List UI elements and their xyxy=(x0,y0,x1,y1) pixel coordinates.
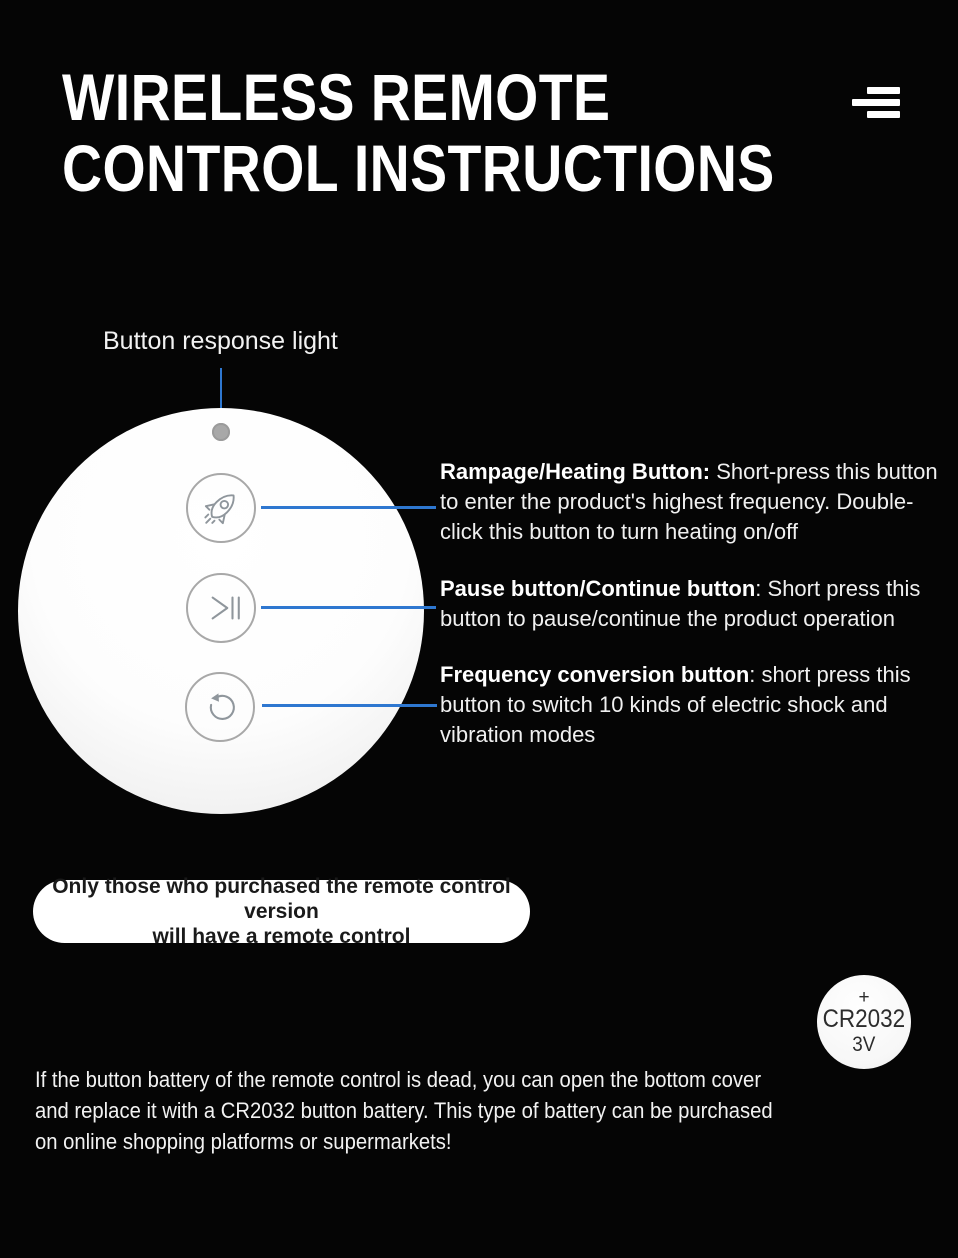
instruction-rampage-title: Rampage/Heating Button: xyxy=(440,459,711,484)
instruction-rampage-body: Short-press this button to enter the product's highest frequency. Double-click this button to turn heating on/off xyxy=(440,459,938,544)
instruction-frequency-body: : short press this button to switch 10 kinds of electric shock and vibration modes xyxy=(440,662,911,747)
connector-line-rampage xyxy=(261,506,436,509)
page-title-line1: WIRELESS REMOTE xyxy=(62,60,611,134)
menu-icon-bar xyxy=(867,87,900,94)
play-pause-icon xyxy=(198,585,244,631)
note-pill xyxy=(33,875,530,948)
instruction-pause xyxy=(440,574,952,634)
indicator-light-dot xyxy=(212,423,230,441)
instruction-pause-title: Pause button/Continue button xyxy=(440,576,756,601)
indicator-label: Button response light xyxy=(103,327,338,355)
instruction-frequency xyxy=(440,660,952,750)
rocket-icon xyxy=(198,485,244,531)
instruction-pause-body: : Short press this button to pause/continue the product operation xyxy=(440,576,921,631)
instruction-rampage xyxy=(440,457,952,547)
page-title xyxy=(62,62,775,204)
frequency-conversion-button xyxy=(185,672,255,742)
pause-continue-button xyxy=(186,573,256,643)
battery-model: CR2032 xyxy=(822,1004,906,1033)
connector-line-frequency xyxy=(262,704,437,707)
menu-icon-bar xyxy=(852,99,900,106)
menu-icon-bar xyxy=(867,111,900,118)
page-title-line2: CONTROL INSTRUCTIONS xyxy=(62,131,775,205)
menu-icon xyxy=(852,87,900,118)
instruction-frequency-title: Frequency conversion button xyxy=(440,662,750,687)
connector-line-pause xyxy=(261,606,436,609)
note-pill-line2: will have a remote control xyxy=(152,925,411,948)
rampage-heating-button xyxy=(186,473,256,543)
battery-icon xyxy=(817,975,911,1069)
footer-paragraph: If the button battery of the remote control is dead, you can open the bottom cover and replace it with a CR2032 button battery. This type of battery can be purchased on online shopping platforms or supermarkets! xyxy=(35,1067,773,1154)
note-pill-line1: Only those who purchased the remote control version xyxy=(52,875,511,923)
battery-voltage: 3V xyxy=(852,1032,876,1056)
battery-polarity: + xyxy=(858,986,870,1008)
rotate-ccw-icon xyxy=(197,684,243,730)
